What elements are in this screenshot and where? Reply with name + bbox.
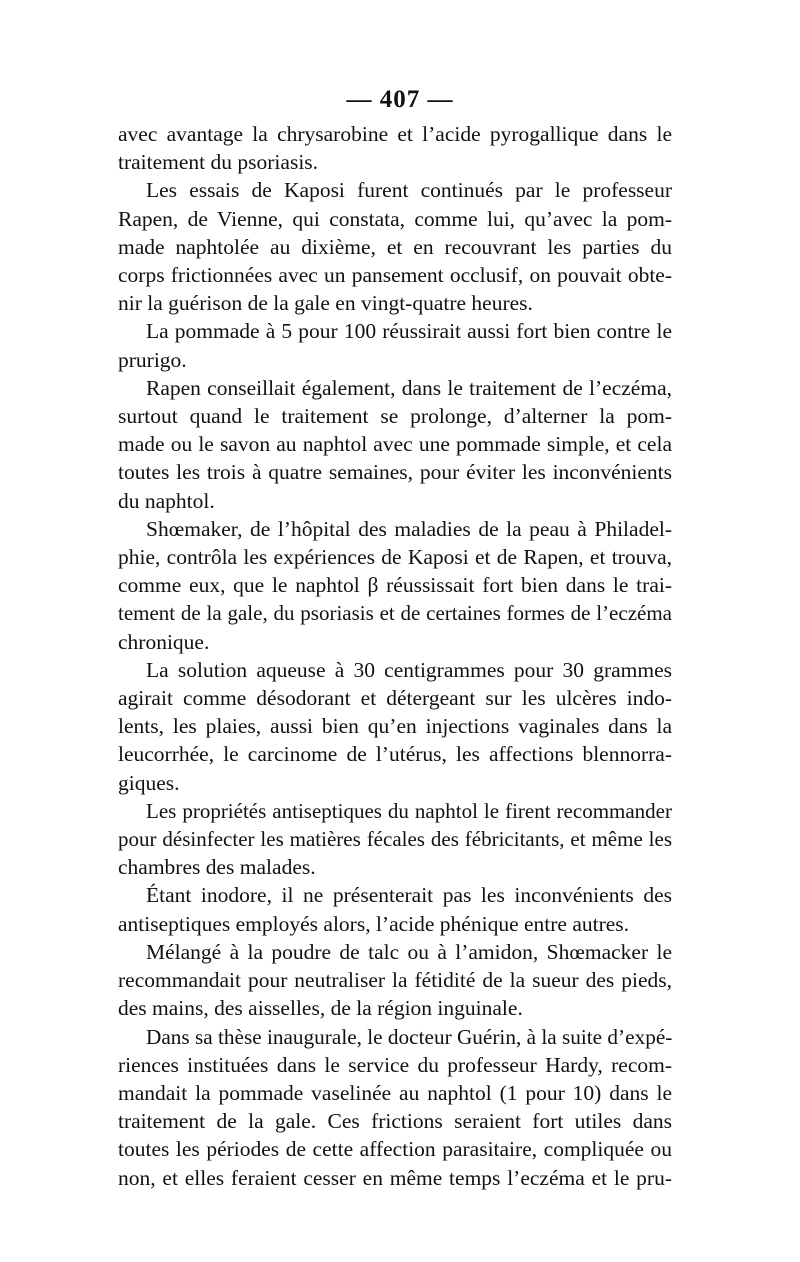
text-line: toutes les trois à quatre semaines, pour éviter les inconvénients bbox=[118, 460, 672, 485]
text-line: La pommade à 5 pour 100 réussirait aussi fort bien contre le bbox=[146, 319, 672, 344]
paragraph bbox=[118, 797, 672, 882]
text-line: non, et elles feraient cesser en même temps l’eczéma et le pru- bbox=[118, 1165, 672, 1190]
text-line: Étant inodore, il ne présenterait pas les inconvénients des bbox=[146, 883, 672, 908]
text-line: pour désinfecter les matières fécales des fébricitants, et même les bbox=[118, 827, 672, 852]
text-line: chambres des malades. bbox=[118, 855, 316, 880]
text-line: prurigo. bbox=[118, 347, 187, 372]
text-line: Shœmaker, de l’hôpital des maladies de la peau à Philadel- bbox=[146, 516, 672, 541]
paragraph bbox=[118, 374, 672, 515]
text-line: corps frictionnées avec un pansement occlusif, on pouvait obte- bbox=[118, 263, 672, 288]
text-line: nir la guérison de la gale en vingt-quatre heures. bbox=[118, 291, 533, 316]
paragraph bbox=[118, 176, 672, 317]
paragraph bbox=[118, 317, 672, 373]
text-line: du naphtol. bbox=[118, 488, 215, 513]
text-line: comme eux, que le naphtol β réussissait fort bien dans le trai- bbox=[118, 573, 672, 598]
text-line: Rapen conseillait également, dans le traitement de l’eczéma, bbox=[146, 375, 672, 400]
text-line: riences instituées dans le service du professeur Hardy, recom- bbox=[118, 1052, 672, 1077]
text-line: toutes les périodes de cette affection parasitaire, compliquée ou bbox=[118, 1137, 672, 1162]
text-line: traitement de la gale. Ces frictions seraient fort utiles dans bbox=[118, 1109, 672, 1134]
text-line: surtout quand le traitement se prolonge, d’alterner la pom- bbox=[118, 404, 672, 429]
page-number: — 407 — bbox=[346, 86, 454, 113]
paragraph bbox=[118, 881, 672, 937]
text-line: phie, contrôla les expériences de Kaposi et de Rapen, et trouva, bbox=[118, 545, 672, 570]
page-text bbox=[118, 120, 672, 1192]
text-line: traitement du psoriasis. bbox=[118, 150, 319, 175]
text-line: recommandait pour neutraliser la fétidité de la sueur des pieds, bbox=[118, 968, 672, 993]
text-line: avec avantage la chrysarobine et l’acide pyrogallique dans le bbox=[118, 122, 672, 146]
text-line: Les propriétés antiseptiques du naphtol le firent recommander bbox=[146, 798, 672, 823]
text-line: made ou le savon au naphtol avec une pommade simple, et cela bbox=[118, 432, 672, 457]
text-line: chronique. bbox=[118, 629, 210, 654]
paragraph bbox=[118, 515, 672, 656]
text-line: leucorrhée, le carcinome de l’utérus, les affections blennorra- bbox=[118, 742, 672, 767]
text-line: mandait la pommade vaselinée au naphtol (1 pour 10) dans le bbox=[118, 1080, 672, 1105]
text-line: Mélangé à la poudre de talc ou à l’amidon, Shœmacker le bbox=[146, 939, 672, 964]
paragraph bbox=[118, 120, 672, 176]
paragraph bbox=[118, 656, 672, 797]
text-line: lents, les plaies, aussi bien qu’en injections vaginales dans la bbox=[118, 714, 672, 739]
text-line: tement de la gale, du psoriasis et de certaines formes de l’eczéma bbox=[118, 601, 672, 626]
text-line: Rapen, de Vienne, qui constata, comme lui, qu’avec la pom- bbox=[118, 206, 672, 231]
paragraph bbox=[118, 938, 672, 1023]
text-line: made naphtolée au dixième, et en recouvrant les parties du bbox=[118, 234, 672, 259]
text-line: Les essais de Kaposi furent continués par le professeur bbox=[146, 178, 672, 203]
text-line: Dans sa thèse inaugurale, le docteur Guérin, à la suite d’expé- bbox=[146, 1024, 673, 1049]
text-line: des mains, des aisselles, de la région inguinale. bbox=[118, 996, 523, 1021]
paragraph bbox=[118, 1023, 672, 1192]
text-line: giques. bbox=[118, 770, 180, 795]
text-line: antiseptiques employés alors, l’acide phénique entre autres. bbox=[118, 911, 630, 936]
text-line: La solution aqueuse à 30 centigrammes pour 30 grammes bbox=[146, 657, 672, 682]
text-line: agirait comme désodorant et détergeant sur les ulcères indo- bbox=[118, 686, 672, 711]
